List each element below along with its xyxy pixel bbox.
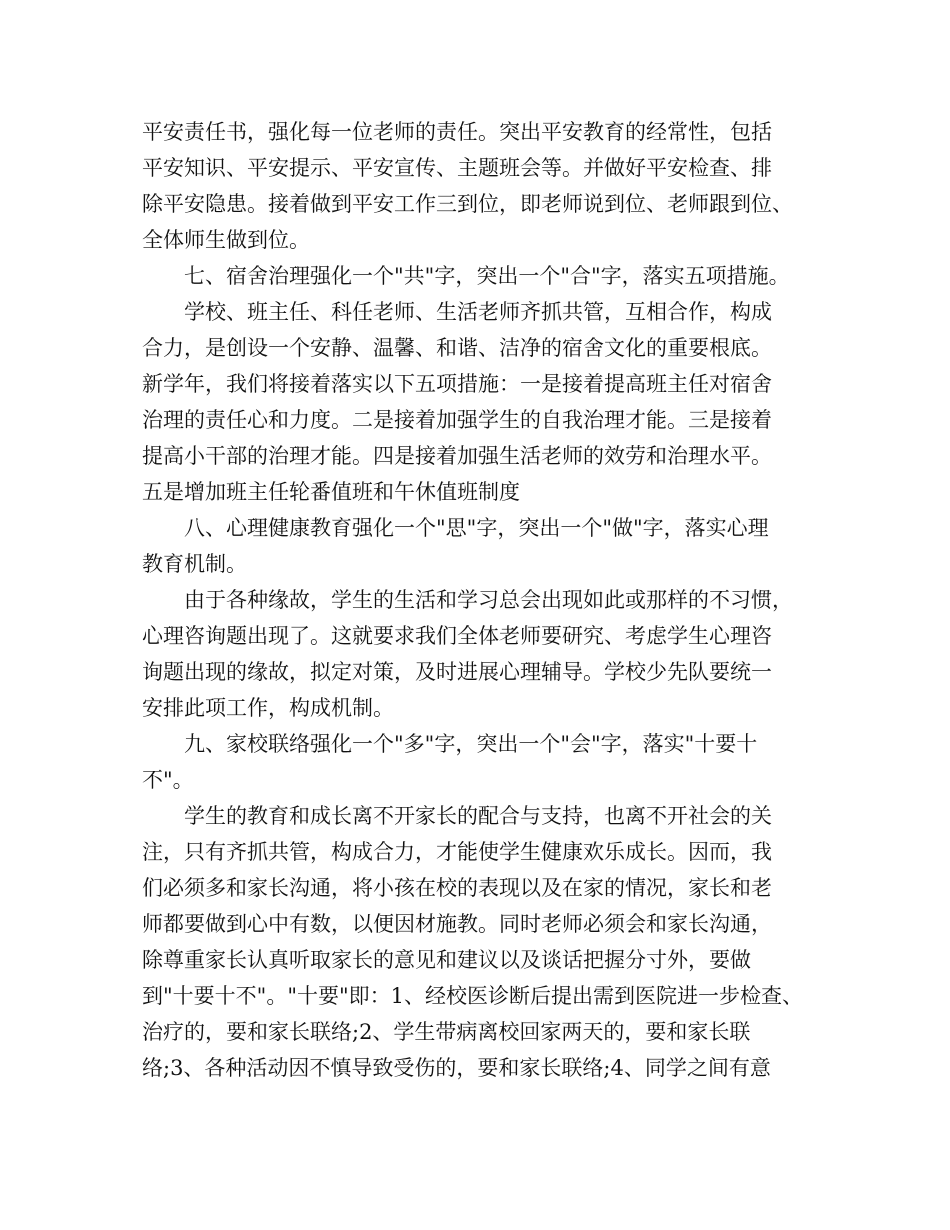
text-line: 治理的责任心和力度。二是接着加强学生的自我治理才能。三是接着: [142, 408, 772, 432]
text-line: 合力，是创设一个安静、温馨、和谐、洁净的宿舍文化的重要根底。: [142, 336, 772, 360]
text-line: 询题出现的缘故，拟定对策，及时进展心理辅导。学校少先队要统一: [142, 660, 772, 684]
text-line: 到"十要十不"。"十要"即：1、经校医诊断后提出需到医院进一步检查、: [142, 984, 803, 1008]
text-line: 不"。: [142, 768, 194, 792]
text-line: 五是增加班主任轮番值班和午休值班制度: [142, 480, 520, 504]
text-line: 除尊重家长认真听取家长的意见和建议以及谈话把握分寸外，要做: [142, 948, 751, 972]
text-line: 注，只有齐抓共管，构成合力，才能使学生健康欢乐成长。因而，我: [142, 840, 772, 864]
text-line: 由于各种缘故，学生的生活和学习总会出现如此或那样的不习惯，: [184, 588, 793, 612]
text-line: 治疗的，要和家长联络;2、学生带病离校回家两天的，要和家长联: [142, 1020, 751, 1044]
section-heading: 七、宿舍治理强化一个"共"字，突出一个"合"字，落实五项措施。: [184, 264, 790, 288]
text-line: 学生的教育和成长离不开家长的配合与支持，也离不开社会的关: [184, 804, 772, 828]
text-line: 络;3、各种活动因不慎导致受伤的，要和家长联络;4、同学之间有意: [142, 1056, 771, 1080]
text-line: 教育机制。: [142, 552, 247, 576]
text-line: 除平安隐患。接着做到平安工作三到位，即老师说到位、老师跟到位、: [142, 192, 793, 216]
text-line: 提高小干部的治理才能。四是接着加强生活老师的效劳和治理水平。: [142, 444, 772, 468]
text-line: 平安知识、平安提示、平安宣传、主题班会等。并做好平安检查、排: [142, 156, 772, 180]
text-line: 们必须多和家长沟通，将小孩在校的表现以及在家的情况，家长和老: [142, 876, 772, 900]
text-line: 安排此项工作，构成机制。: [142, 696, 394, 720]
text-line: 新学年，我们将接着落实以下五项措施：一是接着提高班主任对宿舍: [142, 372, 772, 396]
text-line: 学校、班主任、科任老师、生活老师齐抓共管，互相合作，构成: [184, 300, 772, 324]
text-line: 师都要做到心中有数，以便因材施教。同时老师必须会和家长沟通，: [142, 912, 772, 936]
text-line: 平安责任书，强化每一位老师的责任。突出平安教育的经常性，包括: [142, 120, 772, 144]
text-line: 全体师生做到位。: [142, 228, 310, 252]
section-heading: 九、家校联络强化一个"多"字，突出一个"会"字，落实"十要十: [184, 732, 758, 756]
text-line: 心理咨询题出现了。这就要求我们全体老师要研究、考虑学生心理咨: [142, 624, 772, 648]
section-heading: 八、心理健康教育强化一个"思"字，突出一个"做"字，落实心理: [184, 516, 769, 540]
